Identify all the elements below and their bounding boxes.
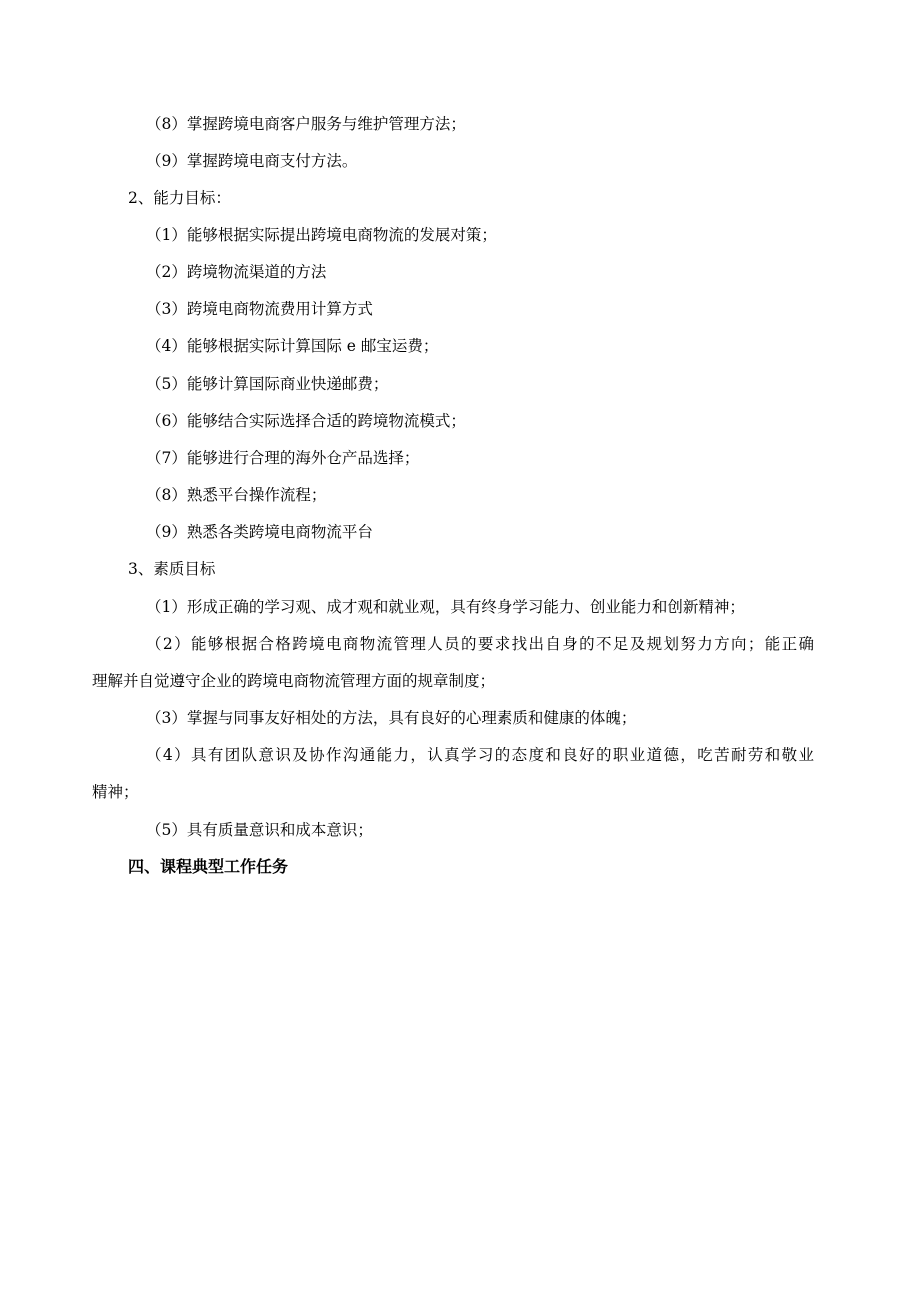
ability-item-7: （7）能够进行合理的海外仓产品选择；: [146, 449, 420, 467]
ability-heading: 2、能力目标：: [128, 189, 231, 207]
knowledge-item-9: （9）掌握跨境电商支付方法。: [146, 152, 358, 170]
quality-item-4-line-1: （4）具有团队意识及协作沟通能力，认真学习的态度和良好的职业道德，吃苦耐劳和敬业: [146, 746, 814, 764]
quality-item-3: （3）掌握与同事友好相处的方法，具有良好的心理素质和健康的体魄；: [146, 709, 637, 727]
quality-item-2-line-1: （2）能够根据合格跨境电商物流管理人员的要求找出自身的不足及规划努力方向；能正确: [146, 635, 814, 653]
ability-item-8: （8）熟悉平台操作流程；: [146, 486, 327, 504]
quality-item-2-line-2: 理解并自觉遵守企业的跨境电商物流管理方面的规章制度；: [92, 672, 496, 690]
ability-item-6: （6）能够结合实际选择合适的跨境物流模式；: [146, 412, 466, 430]
quality-item-4-line-2: 精神；: [92, 783, 139, 801]
ability-item-9: （9）熟悉各类跨境电商物流平台: [146, 523, 373, 541]
ability-item-1: （1）能够根据实际提出跨境电商物流的发展对策；: [146, 226, 497, 244]
quality-item-1: （1）形成正确的学习观、成才观和就业观，具有终身学习能力、创业能力和创新精神；: [146, 598, 745, 616]
section-4-title: 四、课程典型工作任务: [128, 857, 289, 876]
quality-item-5: （5）具有质量意识和成本意识；: [146, 821, 373, 839]
ability-item-3: （3）跨境电商物流费用计算方式: [146, 300, 373, 318]
quality-heading: 3、素质目标: [128, 560, 216, 578]
ability-item-4: （4）能够根据实际计算国际 e 邮宝运费；: [146, 337, 439, 355]
ability-item-5: （5）能够计算国际商业快递邮费；: [146, 375, 389, 393]
knowledge-item-8: （8）掌握跨境电商客户服务与维护管理方法；: [146, 115, 466, 133]
ability-item-2: （2）跨境物流渠道的方法: [146, 263, 327, 281]
